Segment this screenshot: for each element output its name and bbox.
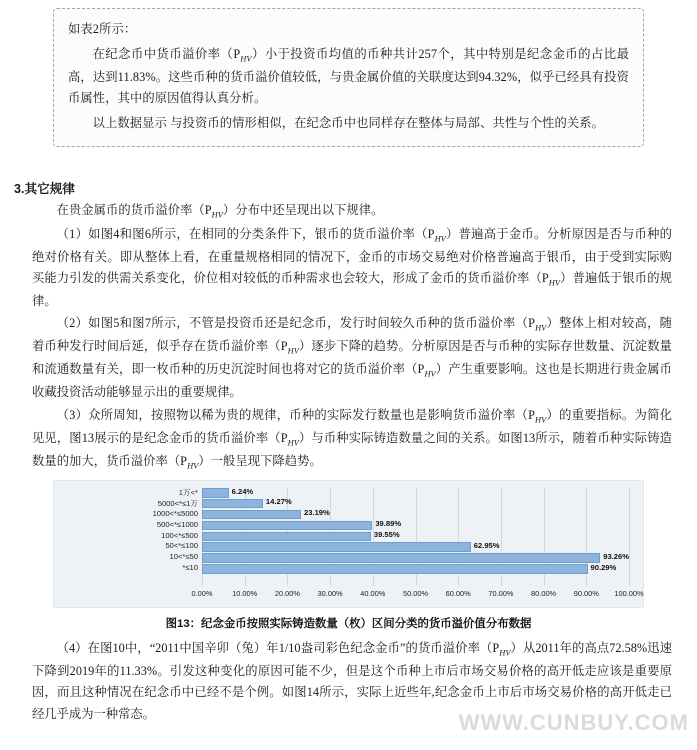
bar-category-label: *≤10 bbox=[182, 563, 198, 573]
bar bbox=[202, 542, 471, 552]
bar bbox=[202, 510, 301, 520]
callout-line-1: 如表2所示： bbox=[68, 22, 137, 36]
bar-category-label: 10<*≤50 bbox=[169, 552, 198, 562]
subscript-hv: HV bbox=[434, 234, 446, 244]
paragraph-1: （1）如图4和图6所示，在相同的分类条件下，银币的货币溢价率$(P_{HV})$普遍高于金币。分析原因是否与币种的绝对价格有关。即从整体上看，在重量规格相同的情况下，金币的市场交易绝对价格普遍高于银币，由于受到实际购买能力引发的供需关系变化，价位相对较低的币种需求也会较大，形成了金币的货币溢价率$(P_{HV})$普遍低于银币的规律。 bbox=[32, 226, 672, 309]
callout-box bbox=[53, 8, 644, 147]
bar-category-label: 1000<*≤5000 bbox=[152, 508, 198, 518]
bar-category-label: 100<*≤500 bbox=[161, 530, 198, 540]
subscript-hv: HV bbox=[424, 369, 436, 379]
bar-value-label: 90.29% bbox=[590, 562, 617, 572]
watermark: WWW.CUNBUY.COM bbox=[458, 710, 689, 735]
subscript-hv: HV bbox=[535, 323, 547, 333]
bar-category-label: 50<*≤100 bbox=[165, 541, 198, 551]
x-axis-tick: 90.00% bbox=[573, 589, 599, 598]
paragraph-3: （3）众所周知，按照物以稀为贵的规律，币种的实际发行数量也是影响货币溢价率$(P_{HV})$的重要指标。为简化见见，图13展示的是纪念金币的货币溢价率$(P_{HV})$与币种实际铸造数量之间的关系。如图13所示，随着币种实际铸造数量的加大，货币溢价率$(P_{HV})$一般呈现下降趋势。 bbox=[32, 407, 672, 471]
paragraph-4: （4）在图10中，“2011中国辛卯（兔）年1/10盎司彩色纪念金币”的货币溢价率$(P_{HV})$从2011年的高点72.58%迅速下降到2019年的11.33%。引发这种变化的原因可能不少，但是这个币种上市后市场交易价格的高开低走应该是重要原因，而且这种情况在纪念币中已经不是个例。如图14所示，实际上近些年,纪念金币上市后市场交易价格的高开低走已经几乎成为一种常态。 bbox=[32, 641, 672, 721]
bar bbox=[202, 488, 229, 498]
x-axis-tick: 80.00% bbox=[531, 589, 557, 598]
subscript-hv: HV bbox=[548, 278, 561, 288]
bar bbox=[202, 499, 263, 509]
bar-category-label: 5000<*≤1万 bbox=[157, 498, 198, 508]
callout-line-2: 在纪念币中货币溢价率$(P_{HV})$小于投资币均值的币种共计257个，其中特别是纪念金币的占比最高，达到11.83%。这些币种的货币溢价值较低，与贵金属价值的关联度达到94.32%，似乎已经具有投资币属性，其中的原因值得认真分析。 bbox=[68, 47, 629, 106]
x-axis-tick: 60.00% bbox=[445, 589, 471, 598]
bar-row bbox=[156, 519, 629, 531]
bar bbox=[202, 564, 588, 574]
x-axis-tick: 10.00% bbox=[232, 589, 258, 598]
subscript-hv: HV bbox=[211, 210, 223, 220]
bar-value-label: 23.19% bbox=[304, 508, 330, 518]
bar-row bbox=[169, 551, 629, 563]
bar-row bbox=[182, 562, 629, 574]
bar-value-label: 14.27% bbox=[265, 497, 292, 507]
paragraph-2: （2）如图5和图7所示，不管是投资币还是纪念币，发行时间较久币种的货币溢价率$(P_{HV})$整体上相对较高，随着币种发行时间后延，似乎存在货币溢价率$(P_{HV})$逐步下降的趋势。分析原因是否与币种的实际存世数量、沉淀数量和流通数量有关，即一枚币种的历史沉淀时间也将对它的货币溢价率$(P_{HV})$产生重要影响。这也是长期进行贵金属币收藏投资活动能够显示出的重要规律。 bbox=[32, 316, 672, 400]
bar-value-label: 39.89% bbox=[375, 519, 402, 529]
gridline bbox=[629, 488, 630, 586]
chart-plot-area bbox=[152, 486, 629, 586]
bar-category-label: 500<*≤1000 bbox=[156, 519, 198, 529]
body-text bbox=[32, 200, 672, 475]
x-axis-tick: 100.00% bbox=[614, 589, 644, 598]
subscript-hv: HV bbox=[287, 346, 299, 356]
bar-row bbox=[157, 497, 629, 509]
chart-x-axis bbox=[191, 589, 644, 601]
section-heading: 3.其它规律 bbox=[14, 182, 75, 196]
subscript-hv: HV bbox=[499, 648, 511, 658]
callout-line-3: 以上数据显示 与投资币的情形相似，在纪念币中也同样存在整体与局部、共性与个性的关系。 bbox=[92, 116, 605, 131]
x-axis-tick: 70.00% bbox=[488, 589, 514, 598]
subscript-hv: HV bbox=[535, 415, 547, 425]
x-axis-tick: 20.00% bbox=[274, 589, 300, 598]
x-axis-tick: 30.00% bbox=[317, 589, 343, 598]
subscript-hv: HV bbox=[287, 438, 299, 448]
subscript-hv: HV bbox=[240, 54, 252, 64]
subscript-hv: HV bbox=[187, 461, 199, 471]
bar-category-label: 1万<* bbox=[178, 488, 198, 497]
x-axis-tick: 50.00% bbox=[402, 589, 429, 598]
x-axis-tick: 0.00% bbox=[191, 589, 213, 598]
bar bbox=[202, 553, 600, 563]
figure-13 bbox=[53, 480, 644, 631]
bar-row bbox=[165, 540, 629, 552]
bar-value-label: 39.55% bbox=[373, 530, 400, 540]
bar-row bbox=[178, 486, 629, 498]
x-axis-tick: 40.00% bbox=[360, 589, 386, 598]
bar-row bbox=[161, 530, 629, 542]
bar-value-label: 6.24% bbox=[231, 486, 254, 496]
figure-caption: 图13：纪念金币按照实际铸造数量（枚）区间分类的货币溢价值分布数据 bbox=[165, 618, 532, 630]
bar-chart bbox=[53, 480, 644, 608]
bar bbox=[202, 521, 372, 531]
bar bbox=[202, 532, 371, 542]
bar-value-label: 62.95% bbox=[473, 540, 500, 550]
bar-value-label: 93.26% bbox=[603, 551, 629, 561]
paragraph-intro: 在贵金属币的货币溢价率$(P_{HV})$分布中还呈现出以下规律。 bbox=[56, 203, 384, 220]
bar-row bbox=[152, 508, 629, 520]
